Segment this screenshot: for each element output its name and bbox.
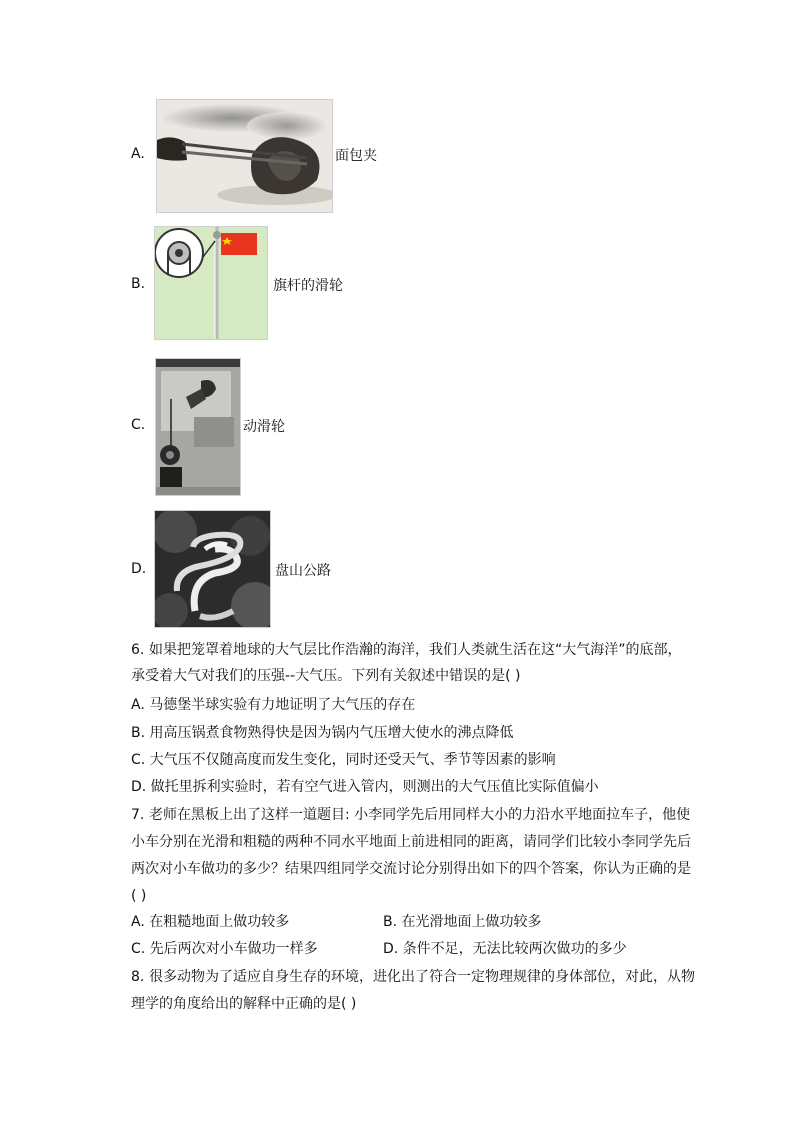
- answer-option: D. 做托里拆利实验时，若有空气进入管内，则测出的大气压值比实际值偏小: [131, 779, 599, 795]
- answer-option: B. 用高压锅煮食物熟得快是因为锅内气压增大使水的沸点降低: [131, 725, 514, 741]
- question-stem: 理学的角度给出的解释中正确的是( ): [131, 996, 357, 1012]
- answer-option: B. 在光滑地面上做功较多: [383, 914, 542, 930]
- option-letter: A.: [131, 146, 145, 162]
- question-stem: 承受着大气对我们的压强--大气压。下列有关叙述中错误的是( ): [131, 668, 521, 684]
- movable-pulley-photo-icon: [155, 358, 241, 496]
- option-letter: C.: [131, 417, 146, 433]
- answer-option: C. 先后两次对小车做功一样多: [131, 941, 318, 957]
- mountain-road-photo-icon: [154, 510, 271, 628]
- answer-option: A. 在粗糙地面上做功较多: [131, 914, 290, 930]
- question-number: 7.: [131, 807, 145, 823]
- question-number: 6.: [131, 642, 145, 658]
- question-stem: 如果把笼罩着地球的大气层比作浩瀚的海洋，我们人类就生活在这“大气海洋”的底部，: [149, 642, 682, 658]
- question-stem: 很多动物为了适应自身生存的环境，进化出了符合一定物理规律的身体部位，对此，从物: [149, 969, 695, 985]
- question-number: 8.: [131, 969, 145, 985]
- option-caption: 盘山公路: [275, 563, 331, 579]
- answer-option: D. 条件不足，无法比较两次做功的多少: [383, 941, 627, 957]
- question-stem: 老师在黑板上出了这样一道题目: 小李同学先后用同样大小的力沿水平地面拉车子，他使: [149, 807, 691, 823]
- question-stem: ( ): [131, 888, 147, 904]
- option-letter: B.: [131, 276, 146, 292]
- question-stem: 两次对小车做功的多少？结果四组同学交流讨论分别得出如下的四个答案，你认为正确的是: [131, 861, 691, 877]
- answer-option: A. 马德堡半球实验有力地证明了大气压的存在: [131, 697, 416, 713]
- option-caption: 动滑轮: [243, 419, 285, 435]
- option-letter: D.: [131, 561, 147, 577]
- tongs-photo-icon: [156, 99, 333, 213]
- answer-option: C. 大气压不仅随高度而发生变化，同时还受天气、季节等因素的影响: [131, 752, 556, 768]
- option-caption: 旗杆的滑轮: [273, 278, 343, 294]
- question-stem: 小车分别在光滑和粗糙的两种不同水平地面上前进相同的距离，请同学们比较小李同学先后: [131, 834, 691, 850]
- flagpole-pulley-illustration-icon: [154, 226, 268, 340]
- option-caption: 面包夹: [335, 148, 377, 164]
